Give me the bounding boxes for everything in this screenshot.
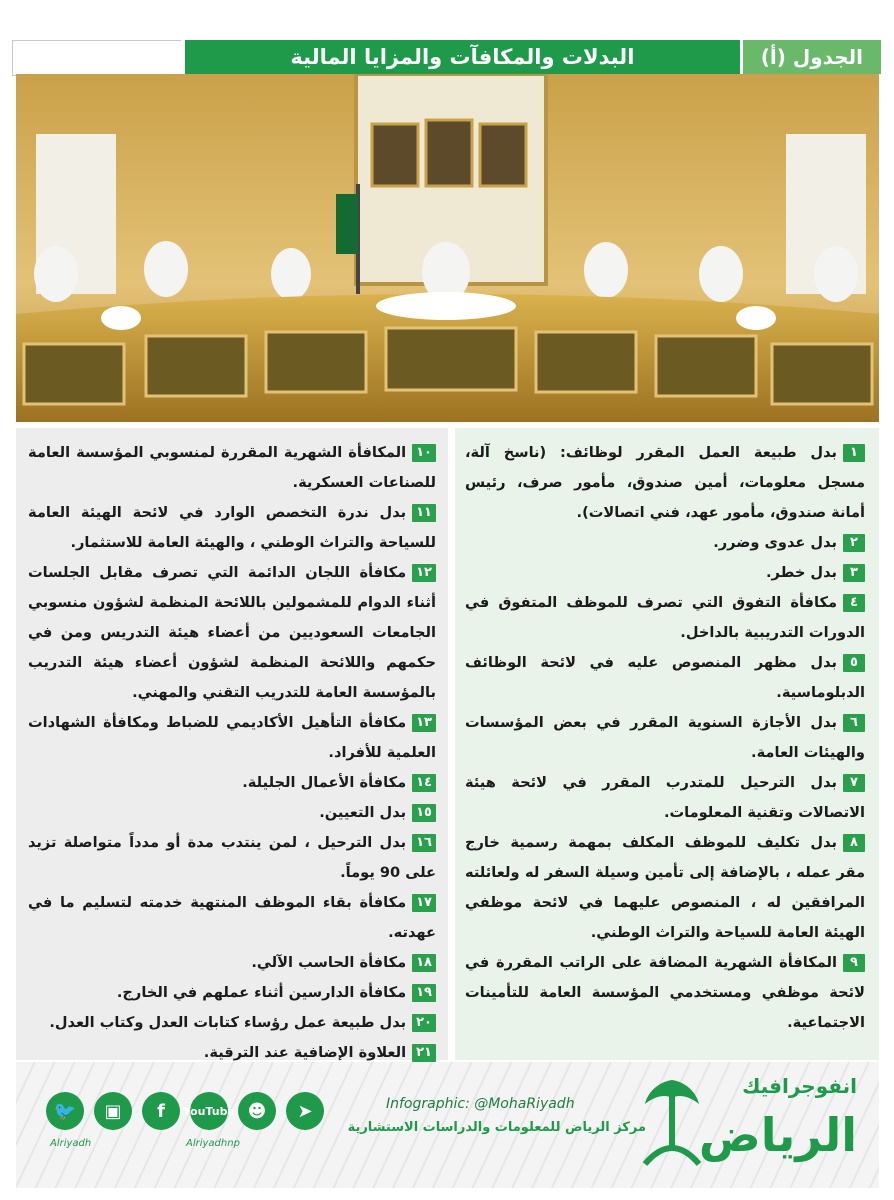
item-number: ١٧ [412,894,436,912]
item-text: مكافأة الدارسين أثناء عملهم في الخارج. [116,984,407,1001]
list-item [28,768,436,798]
list-item [28,948,436,978]
social-links [46,1092,324,1130]
list-item [465,558,865,588]
right-column [455,428,879,1060]
item-text: بدل مظهر المنصوص عليه في لائحة الوظائف الدبلوماسية. [465,654,865,701]
list-item [465,948,865,1038]
list-item [28,708,436,768]
credit-text: Infographic: @MohaRiyadh [386,1096,575,1112]
list-item [28,1008,436,1038]
item-text: بدل الأجازة السنوية المقرر في بعض المؤسسات والهيئات العامة. [465,714,865,761]
list-item [465,708,865,768]
list-item [28,438,436,498]
riyadh-logo [627,1070,857,1180]
item-text: بدل عدوى وضرر. [713,534,837,551]
list-item [465,588,865,648]
item-text: بدل تكليف للموظف المكلف بمهمة رسمية خارج مقر عمله ، بالإضافة إلى تأمين وسيلة السفر له ولعائلته المرافقين له ، المنصوص عليهما في لائحة موظفي الهيئة العامة للسياحة والتراث الوطني. [465,834,865,941]
item-number: ٢٠ [412,1014,436,1032]
item-text: المكافأة الشهرية المقررة لمنسوبي المؤسسة العامة للصناعات العسكرية. [28,444,436,491]
social-caption: Alriyadhnp [186,1138,240,1149]
item-number: ١٨ [412,954,436,972]
item-number: ٢١ [412,1044,436,1062]
list-item [465,828,865,948]
item-number: ١٢ [412,564,436,582]
item-number: ٦ [843,714,865,732]
item-number: ٣ [843,564,865,582]
list-item [465,648,865,708]
item-text: بدل الترحيل للمتدرب المقرر في لائحة هيئة الاتصالات وتقنية المعلومات. [465,774,865,821]
item-number: ١ [843,444,865,462]
list-item [28,498,436,558]
item-text: بدل طبيعة العمل المقرر لوظائف: (ناسخ آلة، مسجل معلومات، أمين صندوق، مأمور صرف، رئيس أمانة صندوق، مأمور عهد، فني اتصالات). [465,444,865,521]
item-number: ١٠ [412,444,436,462]
item-number: ١٦ [412,834,436,852]
item-number: ١٤ [412,774,436,792]
logo-title: الرياض [698,1108,857,1162]
item-text: مكافأة بقاء الموظف المنتهية خدمته لتسليم ما في عهدته. [28,894,436,941]
item-number: ٨ [843,834,865,852]
cabinet-meeting-photo [16,74,879,422]
list-item [28,828,436,888]
item-text: بدل طبيعة عمل رؤساء كتابات العدل وكتاب العدل. [49,1014,407,1031]
table-tag: الجدول (أ) [740,40,881,74]
header-left-box [12,40,181,76]
telegram-icon[interactable]: ➤ [286,1092,324,1130]
list-item [465,768,865,828]
item-text: العلاوة الإضافية عند الترقية. [203,1044,407,1061]
item-text: مكافأة التفوق التي تصرف للموظف المتفوق في الدورات التدريبية بالداخل. [465,594,865,641]
footer [16,1062,879,1188]
item-text: مكافأة اللجان الدائمة التي تصرف مقابل الجلسات أثناء الدوام للمشمولين باللائحة المنظمة لشؤون منسوبي الجامعات السعوديين من أعضاء هيئة التدريس ومن في حكمهم واللائحة المنظمة لشؤون أعضاء هيئة التدريب بالمؤسسة العامة للتدريب التقني والمهني. [28,564,436,701]
item-number: ١١ [412,504,436,522]
palm-sword-icon [637,1072,707,1172]
item-number: ٩ [843,954,865,972]
item-number: ١٣ [412,714,436,732]
item-text: بدل ندرة التخصص الوارد في لائحة الهيئة العامة للسياحة والتراث الوطني ، والهيئة العامة للاستثمار. [28,504,436,551]
item-text: مكافأة الأعمال الجليلة. [242,774,407,791]
item-number: ٤ [843,594,865,612]
item-text: المكافأة الشهرية المضافة على الراتب المقررة في لائحة موظفي ومستخدمي المؤسسة العامة للتأمينات الاجتماعية. [465,954,865,1031]
twitter-icon[interactable]: 🐦 [46,1092,84,1130]
list-item [28,888,436,948]
item-number: ٢ [843,534,865,552]
header-bar [185,40,881,74]
item-text: بدل الترحيل ، لمن ينتدب مدة أو مدداً متواصلة تزيد على 90 يوماً. [28,834,436,881]
item-text: بدل خطر. [765,564,837,581]
list-item [28,798,436,828]
item-number: ١٥ [412,804,436,822]
item-text: بدل التعيين. [319,804,407,821]
item-number: ٧ [843,774,865,792]
snapchat-icon[interactable]: ☻ [238,1092,276,1130]
item-number: ١٩ [412,984,436,1002]
center-name: مركز الرياض للمعلومات والدراسات الاستشارية [347,1120,646,1135]
item-text: مكافأة الحاسب الآلي. [251,954,407,971]
list-item [465,528,865,558]
logo-subtitle: انفوجرافيك [742,1074,857,1098]
facebook-icon[interactable]: f [142,1092,180,1130]
item-number: ٥ [843,654,865,672]
youtube-icon[interactable]: YouTube [190,1092,228,1130]
social-caption: Alriyadh [50,1138,92,1149]
instagram-icon[interactable]: ▣ [94,1092,132,1130]
left-column [16,428,448,1060]
list-item [28,978,436,1008]
list-item [28,558,436,708]
page-title: البدلات والمكافآت والمزايا المالية [290,45,635,69]
item-text: مكافأة التأهيل الأكاديمي للضباط ومكافأة الشهادات العلمية للأفراد. [28,714,436,761]
list-item [465,438,865,528]
